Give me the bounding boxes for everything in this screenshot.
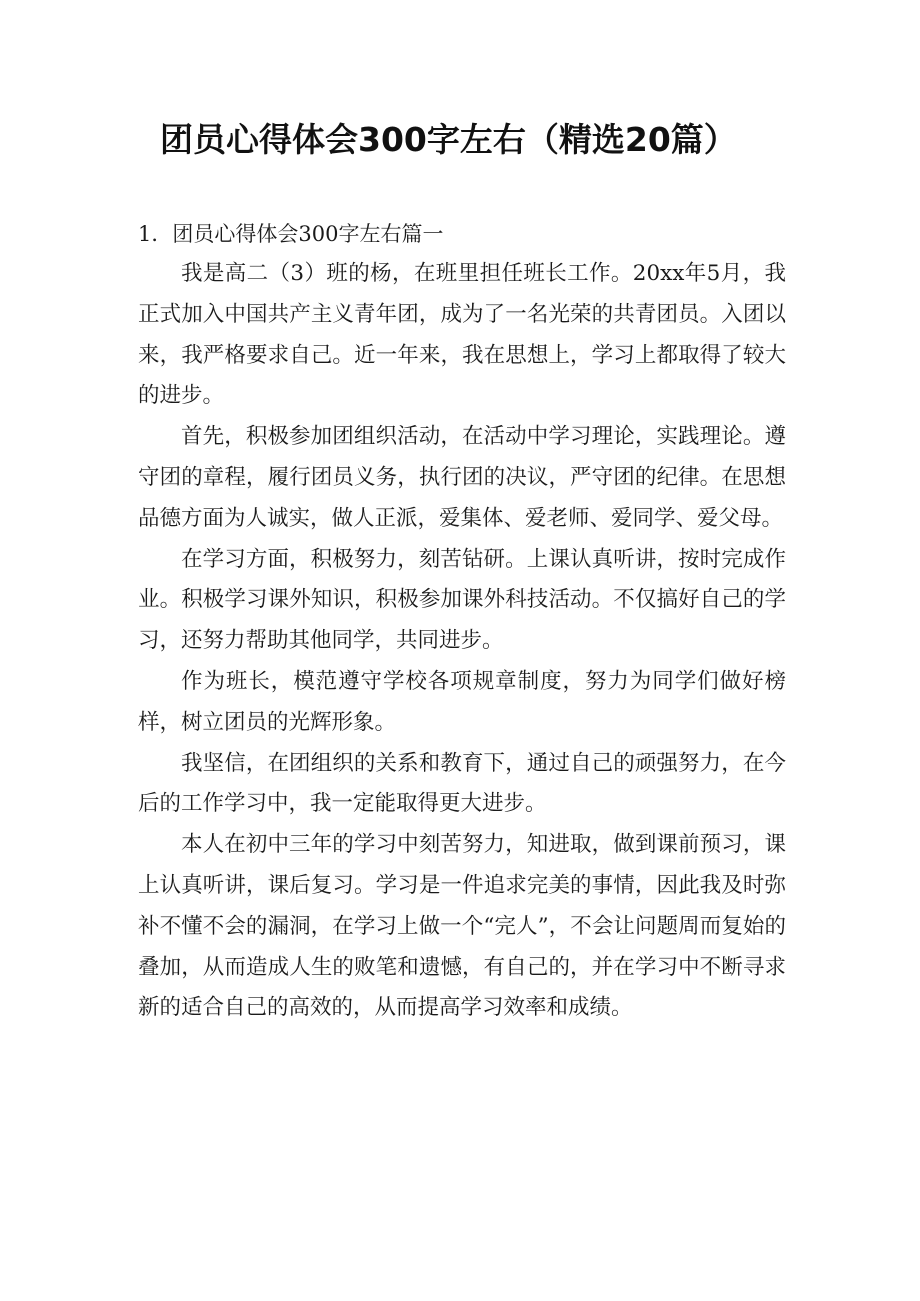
paragraph: 首先，积极参加团组织活动，在活动中学习理论，实践理论。遵守团的章程，履行团员义务，执行团的决议，严守团的纪律。在思想品德方面为人诚实，做人正派，爱集体、爱老师、爱同学、爱父母。 xyxy=(138,424,786,531)
section-heading: 1．团员心得体会300字左右篇一 xyxy=(138,222,444,246)
paragraph: 在学习方面，积极努力，刻苦钻研。上课认真听讲，按时完成作业。积极学习课外知识，积极参加课外科技活动。不仅搞好自己的学习，还努力帮助其他同学，共同进步。 xyxy=(138,546,786,654)
paragraph: 作为班长，模范遵守学校各项规章制度，努力为同学们做好榜样，树立团员的光辉形象。 xyxy=(138,668,786,735)
paragraph: 我坚信，在团组织的关系和教育下，通过自己的顽强努力，在今后的工作学习中，我一定能取得更大进步。 xyxy=(138,750,786,817)
document-body xyxy=(138,254,786,1029)
document-title: 团员心得体会300字左右（精选20篇） xyxy=(160,120,737,159)
paragraph: 我是高二（3）班的杨，在班里担任班长工作。20xx年5月，我正式加入中国共产主义青年团，成为了一名光荣的共青团员。入团以来，我严格要求自己。近一年来，我在思想上，学习上都取得了较大的进步。 xyxy=(138,261,786,409)
paragraph: 本人在初中三年的学习中刻苦努力，知进取，做到课前预习，课上认真听讲，课后复习。学习是一件追求完美的事情，因此我及时弥补不懂不会的漏洞，在学习上做一个“完人”，不会让问题周而复始的叠加，从而造成人生的败笔和遗憾，有自己的，并在学习中不断寻求新的适合自己的高效的，从而提高学习效率和成绩。 xyxy=(138,832,786,1021)
